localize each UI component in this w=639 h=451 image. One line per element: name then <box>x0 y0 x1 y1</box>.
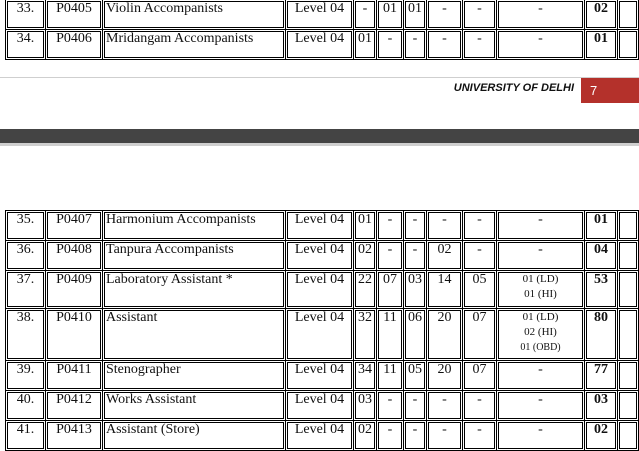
serial-number-cell: 41. <box>6 421 46 451</box>
post-name-cell: Mridangam Accompanists <box>103 30 286 60</box>
total-posts-cell: 53 <box>585 271 618 309</box>
count-cell-2: - <box>377 421 404 451</box>
count-cell-3: 05 <box>404 361 427 391</box>
pay-level-cell: Level 04 <box>286 309 354 361</box>
count-cell-5: - <box>463 211 497 241</box>
table-row <box>6 271 639 309</box>
total-posts-cell: 77 <box>585 361 618 391</box>
post-name-cell: Assistant <box>103 309 286 361</box>
count-cell-2: - <box>377 211 404 241</box>
pay-level-cell: Level 04 <box>286 241 354 271</box>
serial-number-cell: 40. <box>6 391 46 421</box>
serial-number-cell: 34. <box>6 30 46 60</box>
count-cell-3: - <box>404 241 427 271</box>
count-cell-2: 11 <box>377 309 404 361</box>
post-name-cell: Violin Accompanists <box>103 0 286 30</box>
count-cell-2: 07 <box>377 271 404 309</box>
count-cell-1: 22 <box>354 271 377 309</box>
post-name-cell: Stenographer <box>103 361 286 391</box>
count-cell-5: - <box>463 0 497 30</box>
count-cell-5: 07 <box>463 309 497 361</box>
footer-rule <box>0 77 639 78</box>
total-posts-cell: 02 <box>585 421 618 451</box>
pwd-reservation-cell <box>497 271 585 309</box>
post-code-cell: P0405 <box>46 0 103 30</box>
pwd-reservation-line: - <box>538 1 543 16</box>
pay-level-cell: Level 04 <box>286 211 354 241</box>
pay-level-cell: Level 04 <box>286 391 354 421</box>
post-code-cell: P0412 <box>46 391 103 421</box>
serial-number-cell: 36. <box>6 241 46 271</box>
table-row <box>6 309 639 361</box>
count-cell-4: - <box>427 211 463 241</box>
count-cell-3: - <box>404 421 427 451</box>
page-number-box: 7 <box>581 78 639 103</box>
count-cell-5: - <box>463 391 497 421</box>
post-code-cell: P0407 <box>46 211 103 241</box>
count-cell-1: 01 <box>354 211 377 241</box>
pwd-reservation-cell <box>497 421 585 451</box>
remarks-cell <box>618 211 639 241</box>
count-cell-1: 32 <box>354 309 377 361</box>
serial-number-cell: 37. <box>6 271 46 309</box>
count-cell-3: 03 <box>404 271 427 309</box>
count-cell-4: - <box>427 421 463 451</box>
remarks-cell <box>618 30 639 60</box>
count-cell-5: - <box>463 30 497 60</box>
count-cell-3: - <box>404 211 427 241</box>
serial-number-cell: 38. <box>6 309 46 361</box>
count-cell-5: - <box>463 421 497 451</box>
pwd-reservation-line: 01 (HI) <box>524 288 557 300</box>
count-cell-5: 07 <box>463 361 497 391</box>
remarks-cell <box>618 0 639 30</box>
serial-number-cell: 39. <box>6 361 46 391</box>
serial-number-cell: 33. <box>6 0 46 30</box>
pwd-reservation-line: - <box>538 31 543 46</box>
count-cell-1: 03 <box>354 391 377 421</box>
count-cell-1: 02 <box>354 241 377 271</box>
pwd-reservation-line: 01 (LD) <box>522 273 559 285</box>
pay-level-cell: Level 04 <box>286 271 354 309</box>
count-cell-4: 20 <box>427 361 463 391</box>
table-row <box>6 0 639 30</box>
pwd-reservation-line: 01 (OBD) <box>520 342 561 353</box>
pwd-reservation-cell <box>497 30 585 60</box>
pwd-reservation-cell <box>497 211 585 241</box>
post-name-cell: Tanpura Accompanists <box>103 241 286 271</box>
pwd-reservation-line: - <box>538 212 543 227</box>
count-cell-1: - <box>354 0 377 30</box>
count-cell-1: 34 <box>354 361 377 391</box>
count-cell-5: 05 <box>463 271 497 309</box>
pwd-reservation-cell <box>497 309 585 361</box>
total-posts-cell: 01 <box>585 30 618 60</box>
post-code-cell: P0413 <box>46 421 103 451</box>
total-posts-cell: 80 <box>585 309 618 361</box>
post-code-cell: P0408 <box>46 241 103 271</box>
remarks-cell <box>618 309 639 361</box>
pwd-reservation-line: 02 (HI) <box>524 326 557 338</box>
post-code-cell: P0410 <box>46 309 103 361</box>
count-cell-3: 01 <box>404 0 427 30</box>
pwd-reservation-line: 01 (LD) <box>522 311 559 323</box>
remarks-cell <box>618 361 639 391</box>
table-row <box>6 241 639 271</box>
count-cell-2: - <box>377 391 404 421</box>
count-cell-2: - <box>377 241 404 271</box>
post-name-cell: Laboratory Assistant * <box>103 271 286 309</box>
count-cell-4: - <box>427 30 463 60</box>
posts-table-bottom <box>5 210 639 451</box>
post-name-cell: Harmonium Accompanists <box>103 211 286 241</box>
pay-level-cell: Level 04 <box>286 0 354 30</box>
pwd-reservation-line: - <box>538 242 543 257</box>
pay-level-cell: Level 04 <box>286 30 354 60</box>
pwd-reservation-line: - <box>538 392 543 407</box>
total-posts-cell: 01 <box>585 211 618 241</box>
count-cell-1: 02 <box>354 421 377 451</box>
pwd-reservation-line: - <box>538 422 543 437</box>
post-code-cell: P0406 <box>46 30 103 60</box>
pwd-reservation-cell <box>497 0 585 30</box>
count-cell-4: - <box>427 391 463 421</box>
remarks-cell <box>618 241 639 271</box>
post-name-cell: Works Assistant <box>103 391 286 421</box>
count-cell-2: - <box>377 30 404 60</box>
pwd-reservation-cell <box>497 361 585 391</box>
post-name-cell: Assistant (Store) <box>103 421 286 451</box>
pay-level-cell: Level 04 <box>286 361 354 391</box>
remarks-cell <box>618 421 639 451</box>
table-row <box>6 30 639 60</box>
pwd-reservation-cell <box>497 391 585 421</box>
post-code-cell: P0409 <box>46 271 103 309</box>
remarks-cell <box>618 391 639 421</box>
table-row <box>6 391 639 421</box>
page-break-bar <box>0 129 639 143</box>
count-cell-3: 06 <box>404 309 427 361</box>
total-posts-cell: 04 <box>585 241 618 271</box>
pwd-reservation-cell <box>497 241 585 271</box>
count-cell-4: 02 <box>427 241 463 271</box>
count-cell-4: - <box>427 0 463 30</box>
count-cell-2: 01 <box>377 0 404 30</box>
count-cell-4: 14 <box>427 271 463 309</box>
post-code-cell: P0411 <box>46 361 103 391</box>
count-cell-1: 01 <box>354 30 377 60</box>
table-row <box>6 211 639 241</box>
count-cell-5: - <box>463 241 497 271</box>
total-posts-cell: 03 <box>585 391 618 421</box>
count-cell-3: - <box>404 391 427 421</box>
count-cell-3: - <box>404 30 427 60</box>
university-footer-label: UNIVERSITY OF DELHI <box>453 82 574 94</box>
table-row <box>6 361 639 391</box>
total-posts-cell: 02 <box>585 0 618 30</box>
page-break-shadow <box>0 143 639 146</box>
count-cell-2: 11 <box>377 361 404 391</box>
table-row <box>6 421 639 451</box>
posts-table-top <box>5 0 639 60</box>
serial-number-cell: 35. <box>6 211 46 241</box>
count-cell-4: 20 <box>427 309 463 361</box>
pwd-reservation-line: - <box>538 362 543 377</box>
pay-level-cell: Level 04 <box>286 421 354 451</box>
remarks-cell <box>618 271 639 309</box>
